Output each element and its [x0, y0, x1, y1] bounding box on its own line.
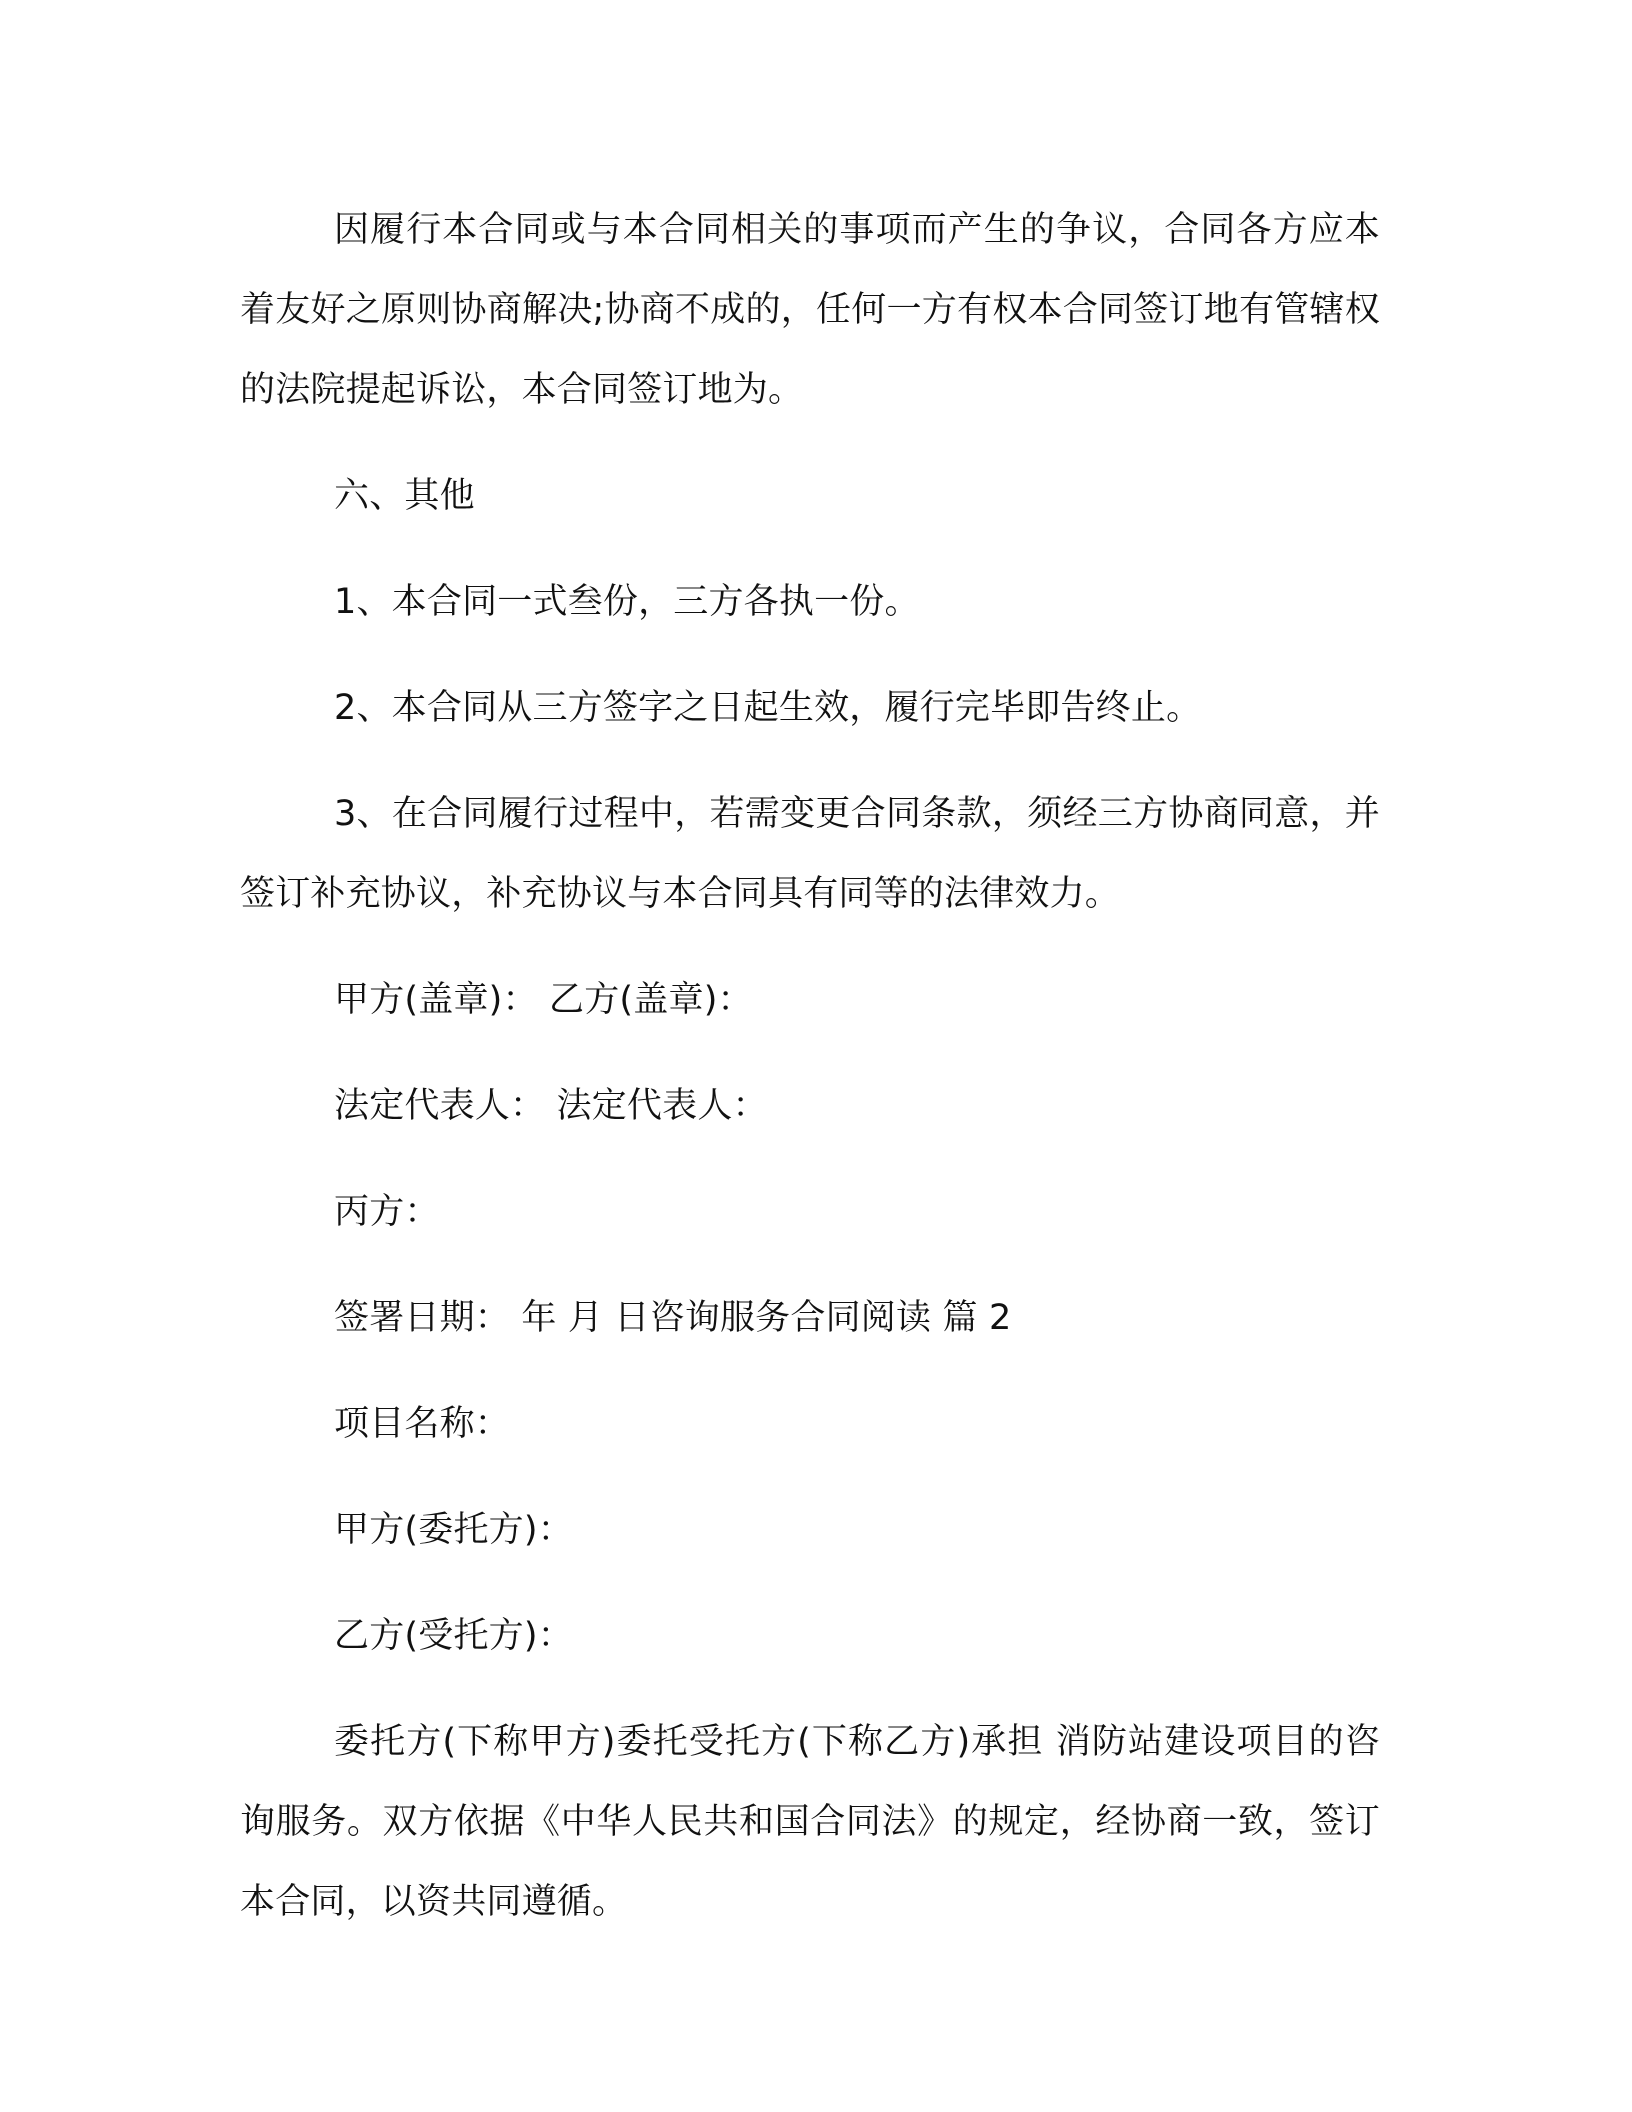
party-c-line: 丙方：: [334, 1192, 440, 1232]
clause-3: 3、在合同履行过程中，若需变更合同条款，须经三方协商同意，并签订补充协议，补充协议与本合同具有同等的法律效力。: [240, 794, 1380, 914]
clause-1: 1、本合同一式叁份，三方各执一份。: [334, 582, 920, 622]
signing-date-line: 签署日期： 年 月 日咨询服务合同阅读 篇 2: [334, 1298, 1012, 1338]
project-name-line: 项目名称：: [334, 1404, 511, 1444]
engagement-paragraph: 委托方(下称甲方)委托受托方(下称乙方)承担 消防站建设项目的咨询服务。双方依据《中华人民共和国合同法》的规定，经协商一致，签订本合同，以资共同遵循。: [240, 1722, 1380, 1922]
clause-2: 2、本合同从三方签字之日起生效，履行完毕即告终止。: [334, 688, 1202, 728]
section-heading-other: 六、其他: [334, 476, 475, 516]
legal-representative-line: 法定代表人： 法定代表人：: [334, 1086, 768, 1126]
party-a-client-line: 甲方(委托方)：: [334, 1510, 573, 1550]
party-b-trustee-line: 乙方(受托方)：: [334, 1616, 573, 1656]
document-body: [240, 190, 1380, 1968]
dispute-resolution-paragraph: 因履行本合同或与本合同相关的事项而产生的争议，合同各方应本着友好之原则协商解决;协商不成的，任何一方有权本合同签订地有管辖权的法院提起诉讼，本合同签订地为。: [240, 210, 1380, 410]
party-seal-line: 甲方(盖章)： 乙方(盖章)：: [334, 980, 753, 1020]
